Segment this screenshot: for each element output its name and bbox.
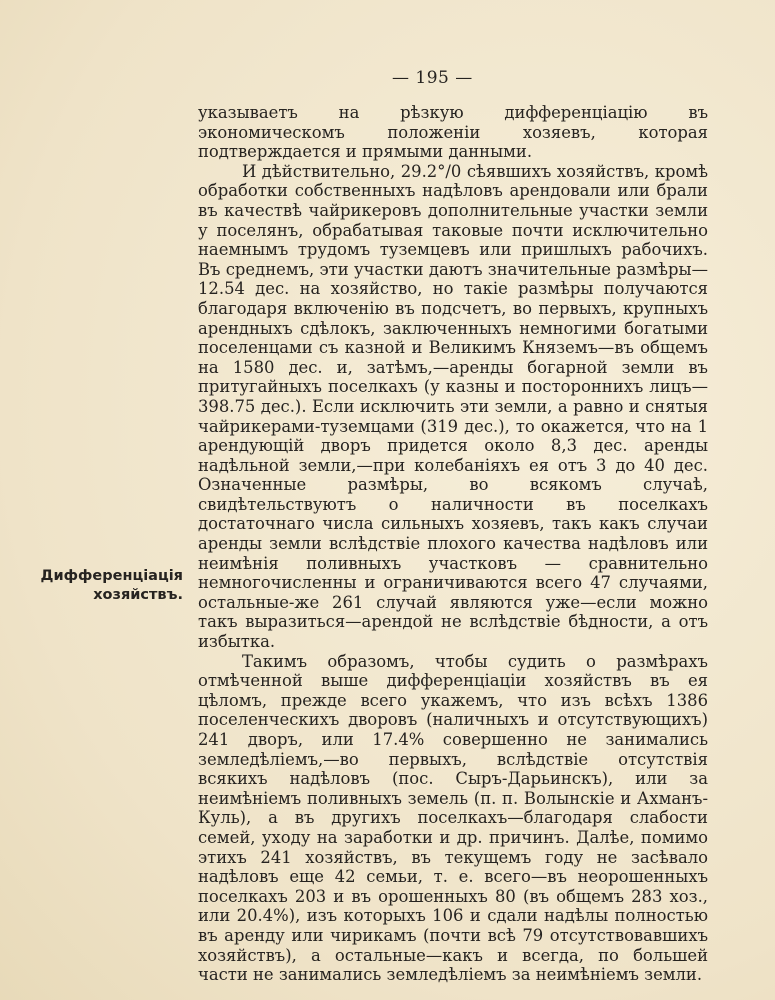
body-text (198, 103, 708, 985)
paragraph: И дѣйствительно, 29.2°/0 сѣявшихъ хозяйствъ, кромѣ обработки собственныхъ надѣловъ арендовали или брали въ качествѣ чайрикеровъ дополнительные участки земли у поселянъ, обрабатывая таковые почти исключительно наемнымъ трудомъ туземцевъ или пришлыхъ рабочихъ. Въ среднемъ, эти участки даютъ значительные размѣры—12.54 дес. на хозяйство, но такіе размѣры получаются благодаря включенію въ подсчетъ, во первыхъ, крупныхъ арендныхъ сдѣлокъ, заключенныхъ немногими богатыми поселенцами съ казной и Великимъ Княземъ—въ общемъ на 1580 дес. и, затѣмъ,—аренды богарной земли въ притугайныхъ поселкахъ (у казны и постороннихъ лицъ—398.75 дес.). Если исключить эти земли, а равно и снятыя чайрикерами-туземцами (319 дес.), то окажется, что на 1 арендующій дворъ придется около 8,3 дес. аренды надѣльной земли,—при колебаніяхъ ея отъ 3 до 40 дес. Означенные размѣры, во всякомъ случаѣ, свидѣтельствуютъ о наличности въ поселкахъ достаточнаго числа сильныхъ хозяевъ, такъ какъ случаи аренды земли вслѣдствіе плохого качества надѣловъ или неимѣнія поливныхъ участковъ — сравнительно немногочисленны и ограничиваются всего 47 случаями, остальные-же 261 случай являются уже—если можно такъ выразиться—арендой не вслѣдствіе бѣдности, а отъ избытка. (198, 161, 708, 652)
page-number: — 195 — (392, 68, 473, 88)
margin-note-line-1: Дифференціація (40, 568, 183, 584)
margin-note (33, 567, 183, 605)
paragraph: Такимъ образомъ, чтобы судить о размѣрахъ отмѣченной выше дифференціаціи хозяйствъ въ ея цѣломъ, прежде всего укажемъ, что изъ всѣхъ 1386 поселенческихъ дворовъ (наличныхъ и отсутствующихъ) 241 дворъ, или 17.4% совершенно не занимались земледѣліемъ,—во первыхъ, вслѣдствіе отсутствія всякихъ надѣловъ (пос. Сыръ-Дарьинскъ), или за неимѣніемъ поливныхъ земель (п. п. Волынскіе и Ахманъ-Куль), а въ другихъ поселкахъ—благодаря слабости семей, уходу на заработки и др. причинъ. Далѣе, помимо этихъ 241 хозяйствъ, въ текущемъ году не засѣвало надѣловъ еще 42 семьи, т. е. всего—въ неорошенныхъ поселкахъ 203 и въ орошенныхъ 80 (въ общемъ 283 хоз., или 20.4%), изъ которыхъ 106 и сдали надѣлы полностью въ аренду или чирикамъ (почти всѣ 79 отсутствовавшихъ хозяйствъ), а остальные—какъ и всегда, по большей части не занимались земледѣліемъ за неимѣніемъ земли. (198, 651, 708, 985)
margin-note-line-2: хозяйствъ. (93, 587, 183, 603)
paragraph-continuation: указываетъ на рѣзкую дифференціацію въ экономическомъ положеніи хозяевъ, которая подтверждается и прямыми данными. (198, 103, 708, 162)
